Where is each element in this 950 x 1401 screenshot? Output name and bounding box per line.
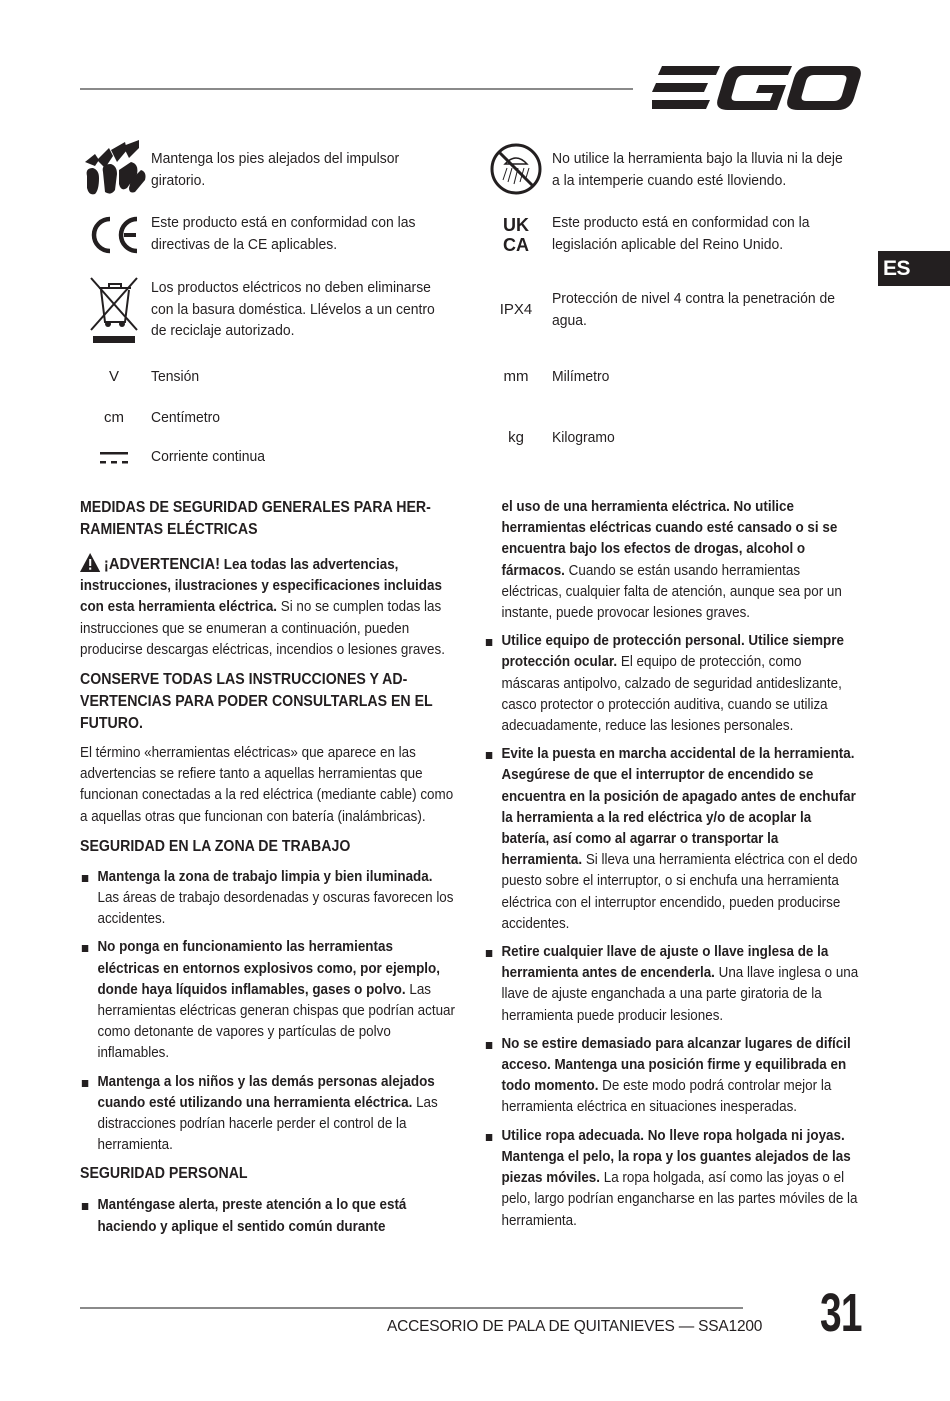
- list-item: Utilice ropa adecuada. No lleve ropa holgada ni joyas. Mantenga el pelo, la ropa y los guantes alejados de las piezas móviles. La ropa holgada, así como las joyas o el pelo, largo podrían engancharse en las partes móviles de la herramienta.: [484, 1126, 861, 1232]
- list-item-continuation: el uso de una herramienta eléctrica. No utilice herramientas eléctricas cuando esté cansado o si se encuentra bajo los efectos de drogas, alcohol o fármacos. Cuando se están usando herramientas eléctricas, cualquier falta de atención, aunque sea por un instante, puede provocar lesiones graves.: [501, 499, 842, 622]
- page-number: 31: [820, 1283, 862, 1343]
- symbol-text-ipx4: Protección de nivel 4 contra la penetración de agua.: [552, 290, 836, 329]
- direct-current-icon: [100, 450, 128, 466]
- bullet-square-icon: [82, 1203, 88, 1210]
- bullet-square-icon: [486, 950, 492, 957]
- right-column: [484, 497, 894, 1232]
- list-item: Manténgase alerta, preste atención a lo que está haciendo y aplique el sentido común durante: [80, 1195, 457, 1237]
- bullet-square-icon: [82, 1080, 88, 1087]
- ukca-mark-icon: [497, 214, 535, 254]
- symbol-text-weee: Los productos eléctricos no deben eliminarse con la basura doméstica. Llévelos a un centro de reciclaje autorizado.: [151, 279, 435, 339]
- ego-logo: [652, 64, 862, 112]
- warning-bold-text: Lea todas las advertencias, instrucciones, ilustraciones y especificaciones incluidas con esta herramienta eléctrica.: [80, 557, 442, 616]
- language-tab: ES: [878, 251, 950, 286]
- symbol-text-rain: No utilice la herramienta bajo la lluvia ni la deje a la intemperie cuando esté lloviendo.: [552, 150, 843, 189]
- list-item: No se estire demasiado para alcanzar lugares de difícil acceso. Mantenga una posición firme y equilibrada en todo momento. De este modo podrá controlar mejor la herramienta eléctrica en situaciones inesperadas.: [484, 1034, 861, 1119]
- warning-label: ¡ADVERTENCIA!: [103, 556, 221, 573]
- svg-text:CA: CA: [503, 235, 529, 254]
- bullet-square-icon: [486, 1134, 492, 1141]
- footer-title: ACCESORIO DE PALA DE QUITANIEVES — SSA1200: [387, 1318, 763, 1335]
- bullet-square-icon: [486, 1042, 492, 1049]
- list-item: Mantenga a los niños y las demás personas alejados cuando esté utilizando una herramienta eléctrica. Las distracciones podrían hacerle perder el control de la herramienta.: [80, 1072, 457, 1157]
- symbol-text-ce: Este producto está en conformidad con las directivas de la CE aplicables.: [151, 214, 416, 253]
- list-item: Utilice equipo de protección personal. Utilice siempre protección ocular. El equipo de protección, como máscaras antipolvo, calzado de seguridad antideslizante, casco protector o protección auditiva, cuando se utiliza adecuadamente, reduce las lesiones personales.: [484, 631, 861, 737]
- no-rain-icon: [489, 142, 543, 196]
- bullet-square-icon: [486, 752, 492, 759]
- feet-impeller-icon: [83, 140, 147, 200]
- section-heading-work-area: SEGURIDAD EN LA ZONA DE TRABAJO: [80, 837, 351, 855]
- warning-text: Si no se cumplen todas las instrucciones que se enumeran a continuación, pueden producirse descargas eléctricas, incendios o lesiones graves.: [80, 599, 445, 658]
- symbol-label-volt: V: [108, 368, 119, 385]
- symbol-label-kg: kg: [508, 429, 524, 446]
- warning-triangle-icon: [80, 553, 100, 572]
- intro-paragraph: El término «herramientas eléctricas» que aparece en las advertencias se refiere tanto a aquellas herramientas que funcionan conectadas a la red eléctrica (mediante cable) como a aquellas otras que funcionan con batería (inalámbricas).: [80, 745, 454, 825]
- bullet-square-icon: [82, 875, 88, 882]
- symbol-text-kg: Kilogramo: [552, 429, 615, 446]
- symbol-text-dc: Corriente continua: [151, 448, 265, 465]
- warning-paragraph: [80, 553, 457, 661]
- ce-mark-icon: [88, 215, 140, 255]
- list-item: Retire cualquier llave de ajuste o llave inglesa de la herramienta antes de encenderla. Una llave inglesa o una llave de ajuste enganchada a una parte giratoria de la herramienta puede producir lesiones.: [484, 942, 861, 1027]
- symbol-label-mm: mm: [503, 368, 529, 385]
- bullet-square-icon: [486, 639, 492, 646]
- list-item: Mantenga la zona de trabajo limpia y bien iluminada. Las áreas de trabajo desordenadas y oscuras favorecen los accidentes.: [80, 867, 457, 931]
- symbol-text-volt: Tensión: [151, 368, 200, 385]
- svg-text:UK: UK: [503, 215, 529, 235]
- section-heading-general: MEDIDAS DE SEGURIDAD GENERALES PARA HER-RAMIENTAS ELÉCTRICAS: [80, 499, 431, 538]
- list-item: Evite la puesta en marcha accidental de la herramienta. Asegúrese de que el interruptor de encendido se encuentra en la posición de apagado antes de enchufar la herramienta a la red eléctrica y/o de acoplar la batería, así como al agarrar o transportar la herramienta. Si lleva una herramienta eléctrica con el dedo puesto sobre el interruptor, o si enchufa una herramienta eléctrica con el interruptor encendido, pueden producirse accidentes.: [484, 744, 861, 935]
- symbol-text-mm: Milímetro: [552, 368, 610, 385]
- symbol-text-ukca: Este producto está en conformidad con la legislación aplicable del Reino Unido.: [552, 214, 810, 253]
- footer-rule: [80, 1307, 743, 1309]
- left-column: [80, 497, 490, 1238]
- section-heading-personal: SEGURIDAD PERSONAL: [80, 1165, 248, 1183]
- symbol-label-ipx4: IPX4: [499, 301, 533, 318]
- section-heading-conserve: CONSERVE TODAS LAS INSTRUCCIONES Y AD-VERTENCIAS PARA PODER CONSULTARLAS EN EL FUTURO.: [80, 671, 433, 733]
- bullet-square-icon: [82, 945, 88, 952]
- header-rule: [80, 88, 633, 90]
- symbol-text-feet: Mantenga los pies alejados del impulsor giratorio.: [151, 150, 400, 189]
- weee-bin-icon: [89, 274, 139, 346]
- symbol-label-cm: cm: [104, 409, 124, 426]
- list-item: No ponga en funcionamiento las herramientas eléctricas en entornos explosivos como, por ejemplo, donde haya líquidos inflamables, gases o polvo. Las herramientas eléctricas generan chispas que podrían actuar como detonante de vapores y partículas de polvo inflamables.: [80, 937, 457, 1064]
- symbol-text-cm: Centímetro: [151, 409, 221, 426]
